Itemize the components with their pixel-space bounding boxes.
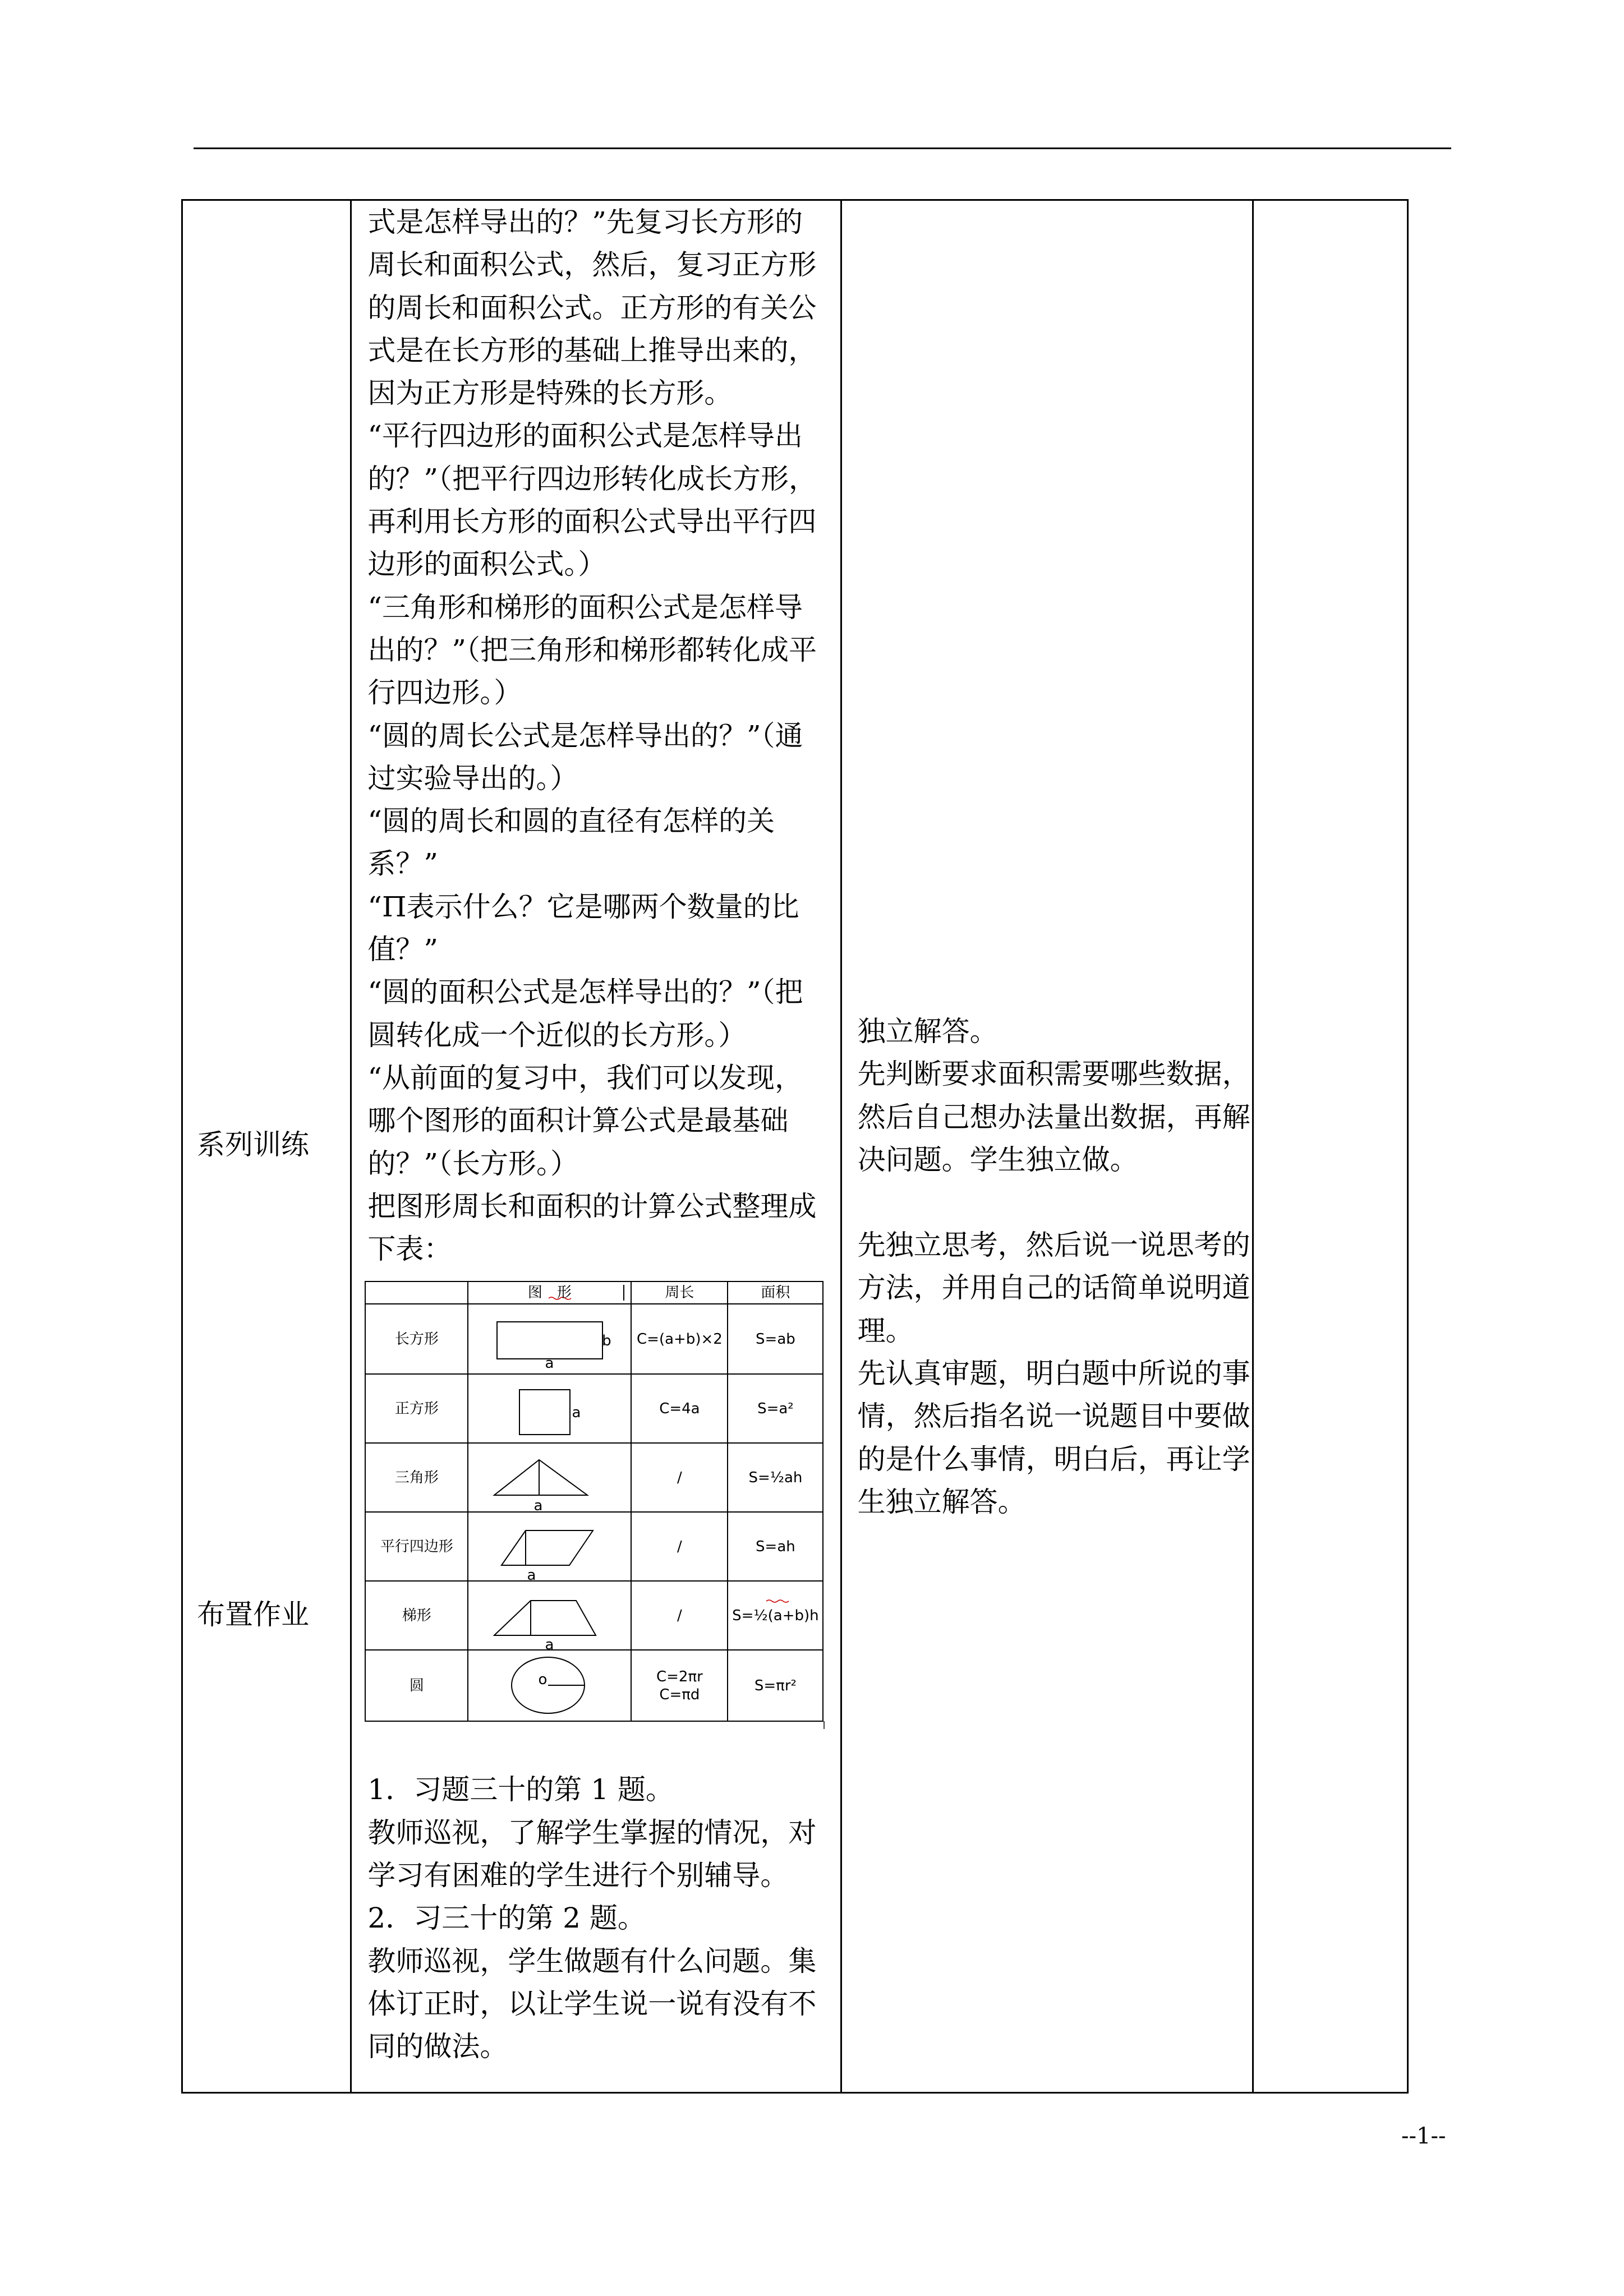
- student-activity-cell: [841, 200, 1253, 2093]
- formula-shape-name: 长方形: [394, 1330, 439, 1348]
- shape-label: a: [545, 1636, 554, 1654]
- exercise-line: 教师巡视，学生做题有什么问题。集体订正时，以让学生说一说有没有不同的做法。: [367, 1944, 817, 2063]
- formula-header: 图 形: [527, 1284, 572, 1302]
- formula-table: [364, 1280, 825, 1757]
- formula-area: S=½(a+b)h: [732, 1607, 819, 1624]
- formula-shape-name: 梯形: [402, 1607, 431, 1624]
- formula-area: S=ab: [756, 1330, 795, 1348]
- shape-label: b: [602, 1333, 611, 1350]
- activity-line: 先判断要求面积需要哪些数据，然后自己想办法量出数据，再解决问题。学生独立做。: [857, 1058, 1250, 1176]
- content-paragraph: “圆的周长和圆的直径有怎样的关系？”: [367, 805, 775, 880]
- content-paragraph: “圆的周长公式是怎样导出的？”（通过实验导出的。）: [367, 719, 803, 795]
- shape-label: a: [572, 1404, 581, 1422]
- page-number: --1--: [1401, 2123, 1446, 2149]
- shape-label: o: [538, 1671, 548, 1689]
- formula-area: S=ah: [756, 1538, 795, 1555]
- content-paragraph: “圆的面积公式是怎样导出的？”（把圆转化成一个近似的长方形。）: [367, 976, 803, 1052]
- shape-label: a: [545, 1355, 554, 1372]
- formula-shape-name: 三角形: [394, 1469, 439, 1486]
- formula-shape-name: 平行四边形: [380, 1538, 453, 1555]
- formula-perimeter: /: [677, 1538, 682, 1555]
- formula-shape-name: 圆: [409, 1677, 424, 1694]
- exercise-line: 教师巡视，了解学生掌握的情况，对学习有困难的学生进行个别辅导。: [367, 1816, 817, 1892]
- formula-perimeter: /: [677, 1469, 682, 1486]
- label-series-training: 系列训练: [197, 1128, 309, 1161]
- activity-line: 先认真审题，明白题中所说的事情，然后指名说一说题目中要做的是什么事情，明白后，再让学生独立解答。: [857, 1357, 1250, 1518]
- shape-label: a: [527, 1567, 536, 1584]
- formula-area: S=½ah: [748, 1469, 803, 1486]
- formula-header: 周长: [665, 1284, 694, 1302]
- formula-perimeter: C=πd: [659, 1686, 700, 1703]
- content-paragraph: “平行四边形的面积公式是怎样导出的？”（把平行四边形转化成长方形，再利用长方形的面积公式导出平行四边形的面积公式。）: [367, 419, 817, 581]
- activity-line: 独立解答。: [857, 1015, 998, 1048]
- formula-perimeter: C=2πr: [656, 1668, 703, 1685]
- exercise-line: 2．习三十的第 2 题。: [367, 1902, 646, 1935]
- shape-label: a: [533, 1497, 543, 1515]
- formula-header: 面积: [761, 1284, 790, 1302]
- formula-perimeter: C=4a: [659, 1400, 700, 1417]
- lesson-table: [181, 199, 1409, 2094]
- teaching-content-cell: [351, 200, 841, 2093]
- header-rule: [194, 147, 1451, 149]
- formula-perimeter: C=(a+b)×2: [637, 1330, 723, 1348]
- formula-perimeter: /: [677, 1607, 682, 1624]
- stage-label-cell: [182, 200, 351, 2093]
- content-paragraph: 式是怎样导出的？”先复习长方形的周长和面积公式，然后，复习正方形的周长和面积公式。正方形的有关公式是在长方形的基础上推导出来的，因为正方形是特殊的长方形。: [367, 206, 817, 410]
- formula-area: S=πr²: [754, 1677, 797, 1694]
- content-paragraph: “三角形和梯形的面积公式是怎样导出的？”（把三角形和梯形都转化成平行四边形。）: [367, 591, 817, 709]
- label-homework: 布置作业: [197, 1598, 309, 1631]
- formula-shape-name: 正方形: [394, 1400, 439, 1417]
- content-paragraph: “Π表示什么？它是哪两个数量的比值？”: [367, 890, 799, 966]
- formula-area: S=a²: [757, 1400, 794, 1417]
- activity-gap: [858, 1181, 1250, 1224]
- student-activity: [858, 1010, 1250, 1523]
- notes-cell: [1253, 200, 1407, 2093]
- content-paragraph: 把图形周长和面积的计算公式整理成下表：: [367, 1190, 817, 1266]
- activity-line: 先独立思考，然后说一说思考的方法，并用自己的话简单说明道理。: [857, 1229, 1250, 1347]
- trapezoid-shape: [494, 1601, 596, 1635]
- content-paragraph: “从前面的复习中，我们可以发现，哪个图形的面积计算公式是最基础的？”（长方形。）: [367, 1061, 803, 1180]
- parallelogram-shape: [502, 1530, 593, 1565]
- exercise-line: 1．习题三十的第 1 题。: [367, 1773, 674, 1806]
- triangle-shape: [494, 1460, 587, 1495]
